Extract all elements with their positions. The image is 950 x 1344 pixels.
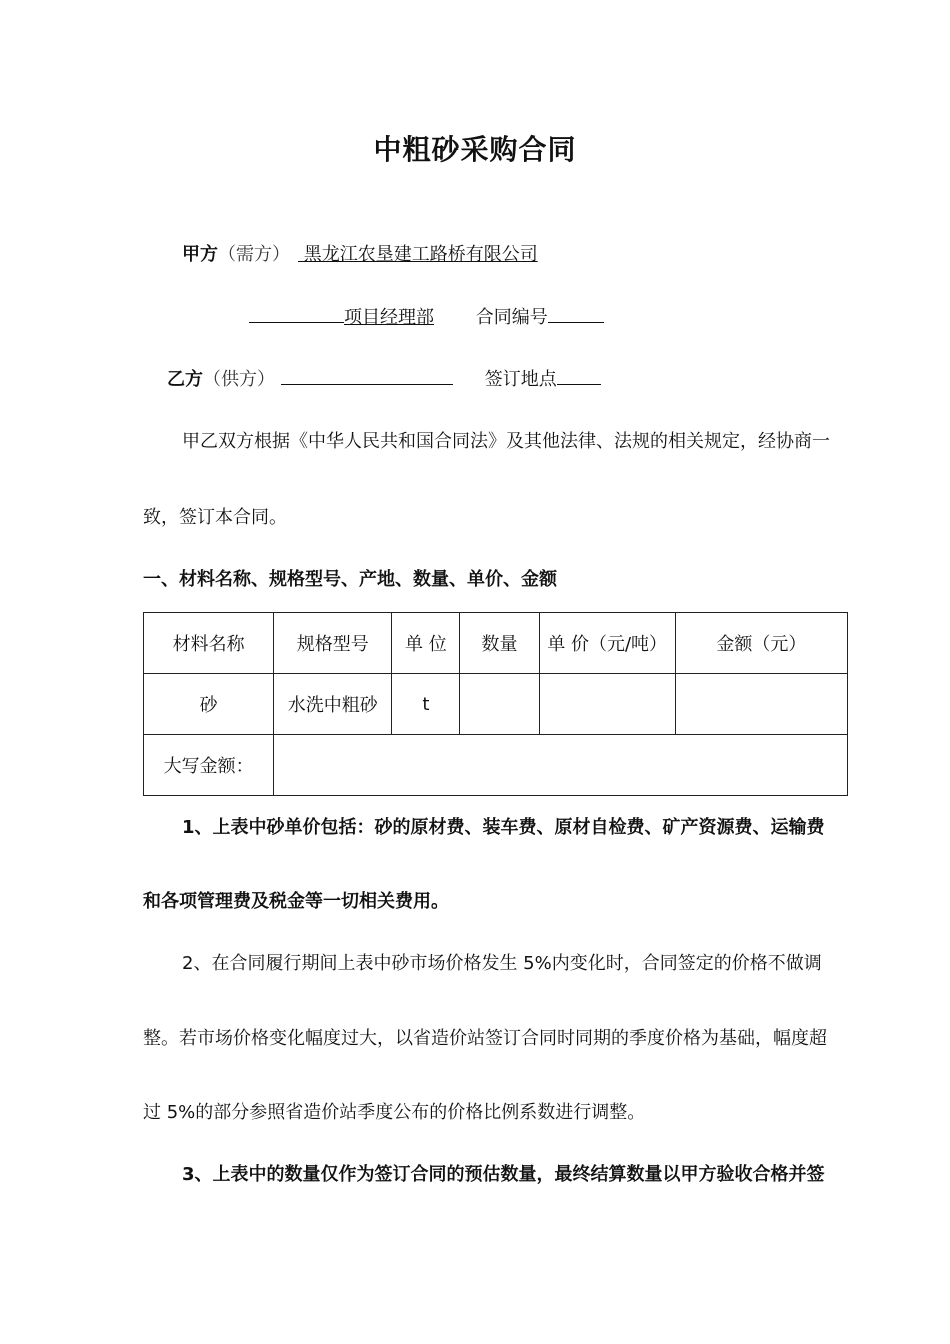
document-title: 中粗砂采购合同 bbox=[373, 133, 577, 166]
total-amount-label: 大写金额： bbox=[144, 735, 274, 796]
clause-3-line-1: 3、上表中的数量仅作为签订合同的预估数量，最终结算数量以甲方验收合格并签 bbox=[182, 1164, 825, 1185]
table-header-cell: 规格型号 bbox=[274, 613, 392, 674]
party-b-role: （供方） bbox=[203, 369, 275, 390]
total-amount-value bbox=[274, 735, 848, 796]
table-header-cell: 材料名称 bbox=[144, 613, 274, 674]
table-header-cell: 单 位 bbox=[392, 613, 460, 674]
contract-no-blank bbox=[548, 302, 604, 323]
dept-blank bbox=[249, 302, 344, 323]
table-header-cell: 数量 bbox=[460, 613, 539, 674]
table-cell bbox=[539, 674, 675, 735]
intro-line-1: 甲乙双方根据《中华人民共和国合同法》及其他法律、法规的相关规定，经协商一 bbox=[182, 431, 830, 452]
materials-table bbox=[143, 612, 848, 796]
party-b-line bbox=[167, 364, 601, 391]
clause-2-line-3: 过 5%的部分参照省造价站季度公布的价格比例系数进行调整。 bbox=[143, 1102, 646, 1123]
clause-2-line-2: 整。若市场价格变化幅度过大，以省造价站签订合同时同期的季度价格为基础，幅度超 bbox=[143, 1028, 827, 1049]
party-b-label: 乙方 bbox=[167, 369, 203, 390]
table-header-cell: 单 价（元/吨） bbox=[539, 613, 675, 674]
clause-1-line-2: 和各项管理费及税金等一切相关费用。 bbox=[143, 891, 449, 912]
table-row bbox=[144, 674, 848, 735]
table-cell: 砂 bbox=[144, 674, 274, 735]
intro-line-2: 致，签订本合同。 bbox=[143, 507, 287, 528]
party-a-name: 黑龙江农垦建工路桥有限公司 bbox=[298, 244, 538, 265]
table-cell: 水洗中粗砂 bbox=[274, 674, 392, 735]
clause-1-line-1: 1、上表中砂单价包括：砂的原材费、装车费、原材自检费、矿产资源费、运输费 bbox=[182, 817, 825, 838]
sign-place-blank bbox=[557, 364, 601, 385]
table-header-cell: 金额（元） bbox=[675, 613, 847, 674]
party-a-dept: 项目经理部 bbox=[344, 307, 434, 328]
party-b-name-blank bbox=[281, 364, 453, 385]
table-total-row bbox=[144, 735, 848, 796]
table-cell bbox=[460, 674, 539, 735]
party-a-label: 甲方 bbox=[182, 244, 218, 265]
sign-place-label: 签订地点 bbox=[484, 369, 557, 390]
party-a-line bbox=[182, 240, 538, 266]
table-cell bbox=[675, 674, 847, 735]
table-header-row bbox=[144, 613, 848, 674]
contract-no-label: 合同编号 bbox=[475, 307, 548, 328]
clause-2-line-1: 2、在合同履行期间上表中砂市场价格发生 5%内变化时，合同签定的价格不做调 bbox=[182, 953, 822, 974]
section-1-heading: 一、材料名称、规格型号、产地、数量、单价、金额 bbox=[143, 569, 557, 590]
party-a-role: （需方） bbox=[218, 244, 290, 265]
project-dept-line bbox=[249, 302, 604, 329]
table-cell: t bbox=[392, 674, 460, 735]
